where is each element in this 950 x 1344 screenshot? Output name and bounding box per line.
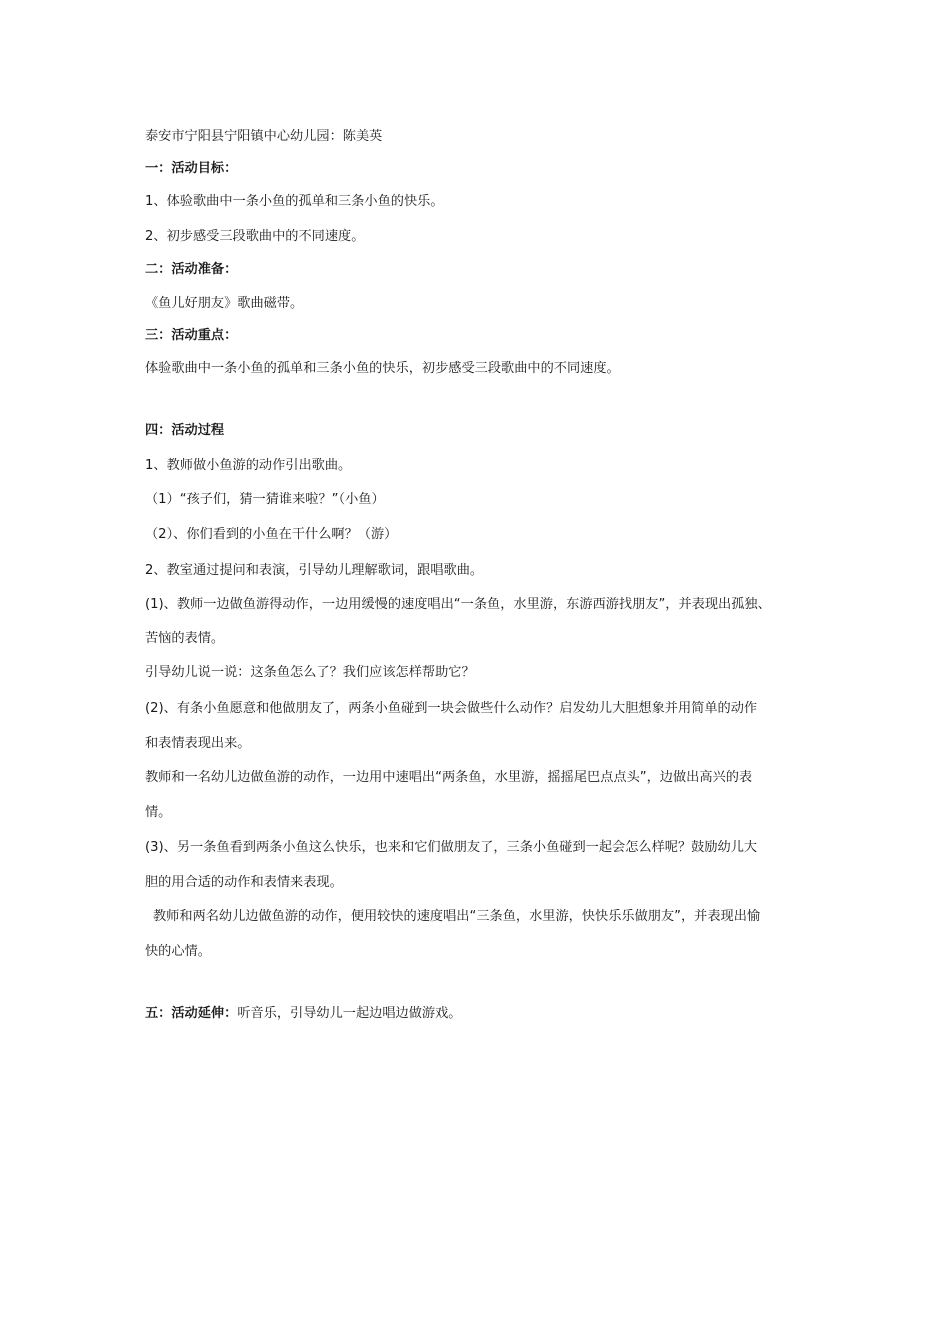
section-heading-process: 四：活动过程 [145,423,225,438]
process-line: （2）、你们看到的小鱼在干什么啊？（游） [145,527,398,542]
process-line: 1、教师做小鱼游的动作引出歌曲。 [145,458,352,473]
process-line: 2、教室通过提问和表演，引导幼儿理解歌词，跟唱歌曲。 [145,563,484,578]
section-heading-extension: 五：活动延伸： [145,1006,238,1021]
goal-item-2: 2、初步感受三段歌曲中的不同速度。 [145,229,365,244]
process-line: (1)、教师一边做鱼游得动作，一边用缓慢的速度唱出“一条鱼，水里游，东游西游找朋友”，并表现出孤独、 [145,597,771,612]
process-line: (3)、另一条鱼看到两条小鱼这么快乐，也来和它们做朋友了，三条小鱼碰到一起会怎么样呢？鼓励幼儿大 [145,840,758,855]
extension-text: 听音乐，引导幼儿一起边唱边做游戏。 [237,1006,462,1021]
extension-line [145,1005,462,1023]
section-heading-focus: 三：活动重点： [145,328,238,343]
process-line: 和表情表现出来。 [145,736,251,751]
section-heading-preparation: 二：活动准备： [145,262,238,277]
focus-text: 体验歌曲中一条小鱼的孤单和三条小鱼的快乐，初步感受三段歌曲中的不同速度。 [145,361,620,376]
goal-item-1: 1、体验歌曲中一条小鱼的孤单和三条小鱼的快乐。 [145,194,444,209]
author-line: 泰安市宁阳县宁阳镇中心幼儿园：陈美英 [145,129,383,144]
process-line: 苦恼的表情。 [145,631,225,646]
section-heading-goals: 一：活动目标： [145,161,238,176]
process-line: 胆的用合适的动作和表情来表现。 [145,875,343,890]
preparation-text: 《鱼儿好朋友》歌曲磁带。 [145,296,304,311]
process-line: 教师和两名幼儿边做鱼游的动作，便用较快的速度唱出“三条鱼，水里游，快快乐乐做朋友”，并表现出愉 [153,909,761,924]
process-line: 教师和一名幼儿边做鱼游的动作，一边用中速唱出“两条鱼，水里游，摇摇尾巴点点头”，边做出高兴的表 [145,770,753,785]
process-line: 情。 [145,805,172,820]
process-line: (2)、有条小鱼愿意和他做朋友了，两条小鱼碰到一块会做些什么动作？启发幼儿大胆想象并用简单的动作 [145,701,758,716]
process-line: （1）“孩子们，猜一猜谁来啦？”（小鱼） [145,492,385,507]
process-line: 引导幼儿说一说：这条鱼怎么了？我们应该怎样帮助它？ [145,665,475,680]
process-line: 快的心情。 [145,944,211,959]
